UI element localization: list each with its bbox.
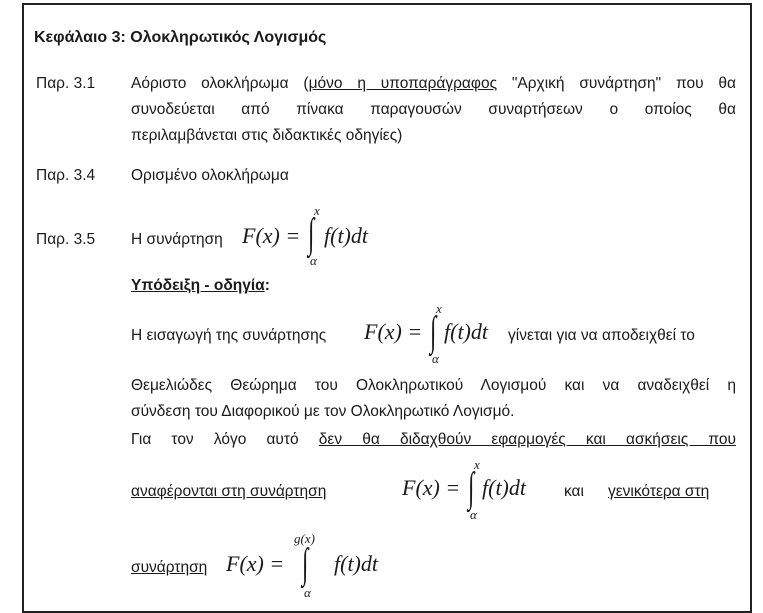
paragraph-label-3-1: Παρ. 3.1 (36, 75, 96, 92)
paragraph-label-3-4: Παρ. 3.4 (36, 167, 96, 184)
paragraph-3-1-line-2: συνοδεύεται από πίνακα παραγουσών συναρτήσεων ο οποίος θα (131, 101, 736, 118)
hint-heading: Υπόδειξη - οδηγία: (131, 277, 270, 294)
underlined-no-exercises: δεν θα διδαχθούν εφαρμογές και ασκήσεις που (318, 431, 736, 448)
paragraph-3-1-line-3: περιλαμβάνεται στις διδακτικές οδηγίες) (131, 127, 403, 144)
hint-line-d: Για τον λόγο αυτό δεν θα διδαχθούν εφαρμογές και ασκήσεις που (131, 431, 736, 448)
hint-line-a-end: γίνεται για να αποδειχθεί το (508, 327, 695, 344)
hint-line-e-and: και (564, 483, 584, 500)
paragraph-label-3-5: Παρ. 3.5 (36, 231, 96, 248)
hint-line-e-start: αναφέρονται στη συνάρτηση (131, 483, 327, 500)
document-page: Κεφάλαιο 3: Ολοκληρωτικός Λογισμός Παρ. 3.1 Αόριστο ολοκλήρωμα (μόνο η υποπαράγραφος "Αρχική συνάρτηση" που θα συνοδεύεται από πίνακα παραγουσών συναρτήσεων ο οποίος θα περιλαμβάνεται στις διδακτικές οδηγίες) Παρ. 3.4 Ορισμένο ολοκλήρωμα Παρ. 3.5 Η συνάρτηση F(x) = x ∫ α f(t)dt Υπόδειξη - οδηγία: Η εισαγωγή της συνάρτησης F(x) = x ∫ α f(t)dt γίνεται για να αποδειχθεί το Θεμελιώδες Θεώρημα του Ολοκληρωτικού Λογισμού και να αναδειχθεί η σύνδεση του Διαφορικού με τον Ολοκληρωτικό Λογισμό. Για τον λόγο αυτό δεν θα διδαχθούν εφαρμογές και ασκήσεις που αναφέρονται στη συνάρτηση F(x) = x ∫ α f(t)dt και γενικότερα στη συνάρτηση F(x) = g(x) ∫ α f(t)dt (22, 3, 752, 613)
hint-line-a-start: Η εισαγωγή της συνάρτησης (131, 327, 327, 344)
hint-line-e-end: γενικότερα στη (608, 483, 710, 500)
paragraph-3-1-line-1: Αόριστο ολοκλήρωμα (μόνο η υποπαράγραφος "Αρχική συνάρτηση" που θα (131, 75, 736, 92)
underlined-subparagraph: μόνο η υποπαράγραφος (308, 75, 498, 92)
chapter-title: Κεφάλαιο 3: Ολοκληρωτικός Λογισμός (34, 29, 327, 46)
paragraph-3-4-text: Ορισμένο ολοκλήρωμα (131, 167, 289, 184)
hint-line-f-start: συνάρτηση (131, 559, 208, 576)
hint-line-b: Θεμελιώδες Θεώρημα του Ολοκληρωτικού Λογισμού και να αναδειχθεί η (131, 377, 736, 394)
hint-line-c: σύνδεση του Διαφορικού με τον Ολοκληρωτικό Λογισμό. (131, 403, 515, 420)
paragraph-3-5-intro: Η συνάρτηση (131, 231, 223, 248)
